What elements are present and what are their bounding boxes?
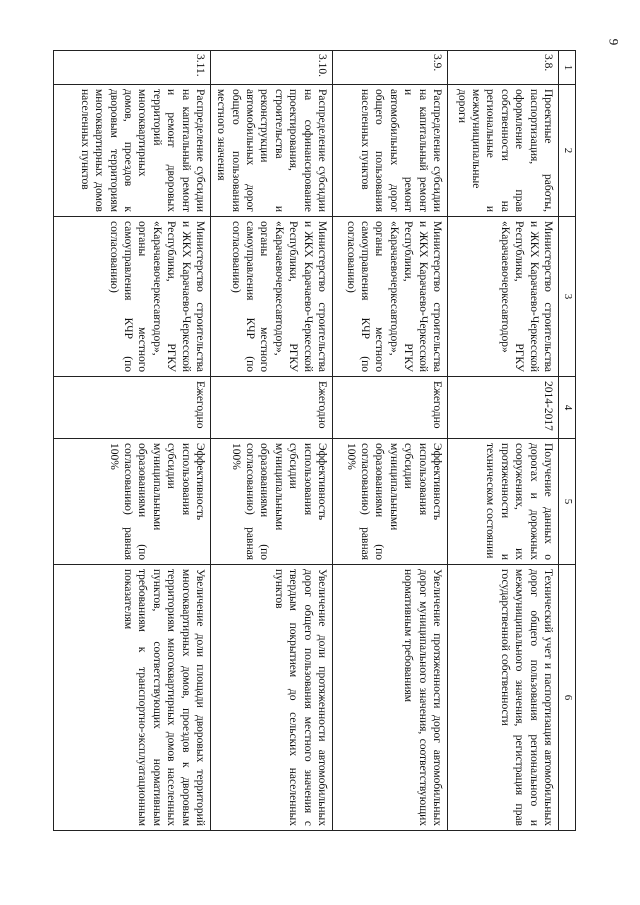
rotated-page	[56, 50, 576, 830]
activity-cell: Проектные работы, паспортизация, оформление прав собственности на региональные и межмуниципальные дороги	[448, 85, 559, 217]
table-row	[211, 51, 333, 831]
header-col-4: 4	[559, 377, 576, 439]
executor-cell: Министерство строительства и ЖКХ Карачаево-Черкесской Республики, РГКУ «Карачаевочеркесавтодор», органы местного самоуправления КЧР (по согласованию)	[54, 217, 211, 377]
result-cell: Увеличение доли протяженности автомобильных дорог общего пользования местного значения с твердым покрытием до сельских населенных пунктов	[211, 565, 333, 831]
header-row	[559, 51, 576, 831]
row-number: 3.8.	[448, 51, 559, 85]
result-cell: Увеличение доли площади дворовых территорий многоквартирных домов, проездов к дворовым территориям многоквартирных домов населенных пунктов, соответствующих нормативным требованиям к транспортно-эксплуатационным показателям	[54, 565, 211, 831]
header-col-5: 5	[559, 439, 576, 565]
activity-cell: Распределение субсидии на капитальный ремонт и ремонт дворовых территорий многоквартирных домов, проездов к дворовым территориям многоквартирных домов населенных пунктов	[54, 85, 211, 217]
executor-cell: Министерство строительства и ЖКХ Карачаево-Черкесской Республики, РГКУ «Карачаевочеркесавтодор», органы местного самоуправления КЧР (по согласованию)	[333, 217, 448, 377]
term-cell: Ежегодно	[211, 377, 333, 439]
indicator-cell: Получение данных о дорогах и дорожных сооружениях, их протяженности и техническом состоянии	[448, 439, 559, 565]
indicator-cell: Эффективность использования субсидии муниципальными образованиями (по согласованию) равная 100%	[54, 439, 211, 565]
activity-cell: Распределение субсидии на капитальный ремонт и ремонт автомобильных дорог общего пользования населенных пунктов	[333, 85, 448, 217]
result-cell: Увеличение протяженности дорог автомобильных дорог муниципального значения, соответствующих нормативным требованиям	[333, 565, 448, 831]
page-number: 9	[605, 38, 621, 46]
table-row	[54, 51, 211, 831]
row-number: 3.9.	[333, 51, 448, 85]
term-cell: 2014-2017	[448, 377, 559, 439]
executor-cell: Министерство строительства и ЖКХ Карачаево-Черкесской Республики, РГКУ «Карачаевочеркесавтодор», органы местного самоуправления КЧР (по согласованию)	[211, 217, 333, 377]
indicator-cell: Эффективность использования субсидии муниципальными образованиями (по согласованию) равная 100%	[333, 439, 448, 565]
table-row	[448, 51, 559, 831]
result-cell: Технический учет и паспортизация автомобильных дорог общего пользования регионального и межмуниципального значения, регистрация прав государственной собственности	[448, 565, 559, 831]
term-cell: Ежегодно	[333, 377, 448, 439]
program-table	[53, 50, 576, 831]
header-col-6: 6	[559, 565, 576, 831]
header-col-2: 2	[559, 85, 576, 217]
row-number: 3.10.	[211, 51, 333, 85]
row-number: 3.11.	[54, 51, 211, 85]
indicator-cell: Эффективность использования субсидии муниципальными образованиями (по согласованию) равная 100%	[211, 439, 333, 565]
table-row	[333, 51, 448, 831]
header-col-1: 1	[559, 51, 576, 85]
term-cell: Ежегодно	[54, 377, 211, 439]
executor-cell: Министерство строительства и ЖКХ Карачаево-Черкесской Республики, РГКУ «Карачаевочеркесавтодор»	[448, 217, 559, 377]
activity-cell: Распределение субсидии на софинансирование проектирования, строительства и реконструкции автомобильных дорог общего пользования местного значения	[211, 85, 333, 217]
header-col-3: 3	[559, 217, 576, 377]
